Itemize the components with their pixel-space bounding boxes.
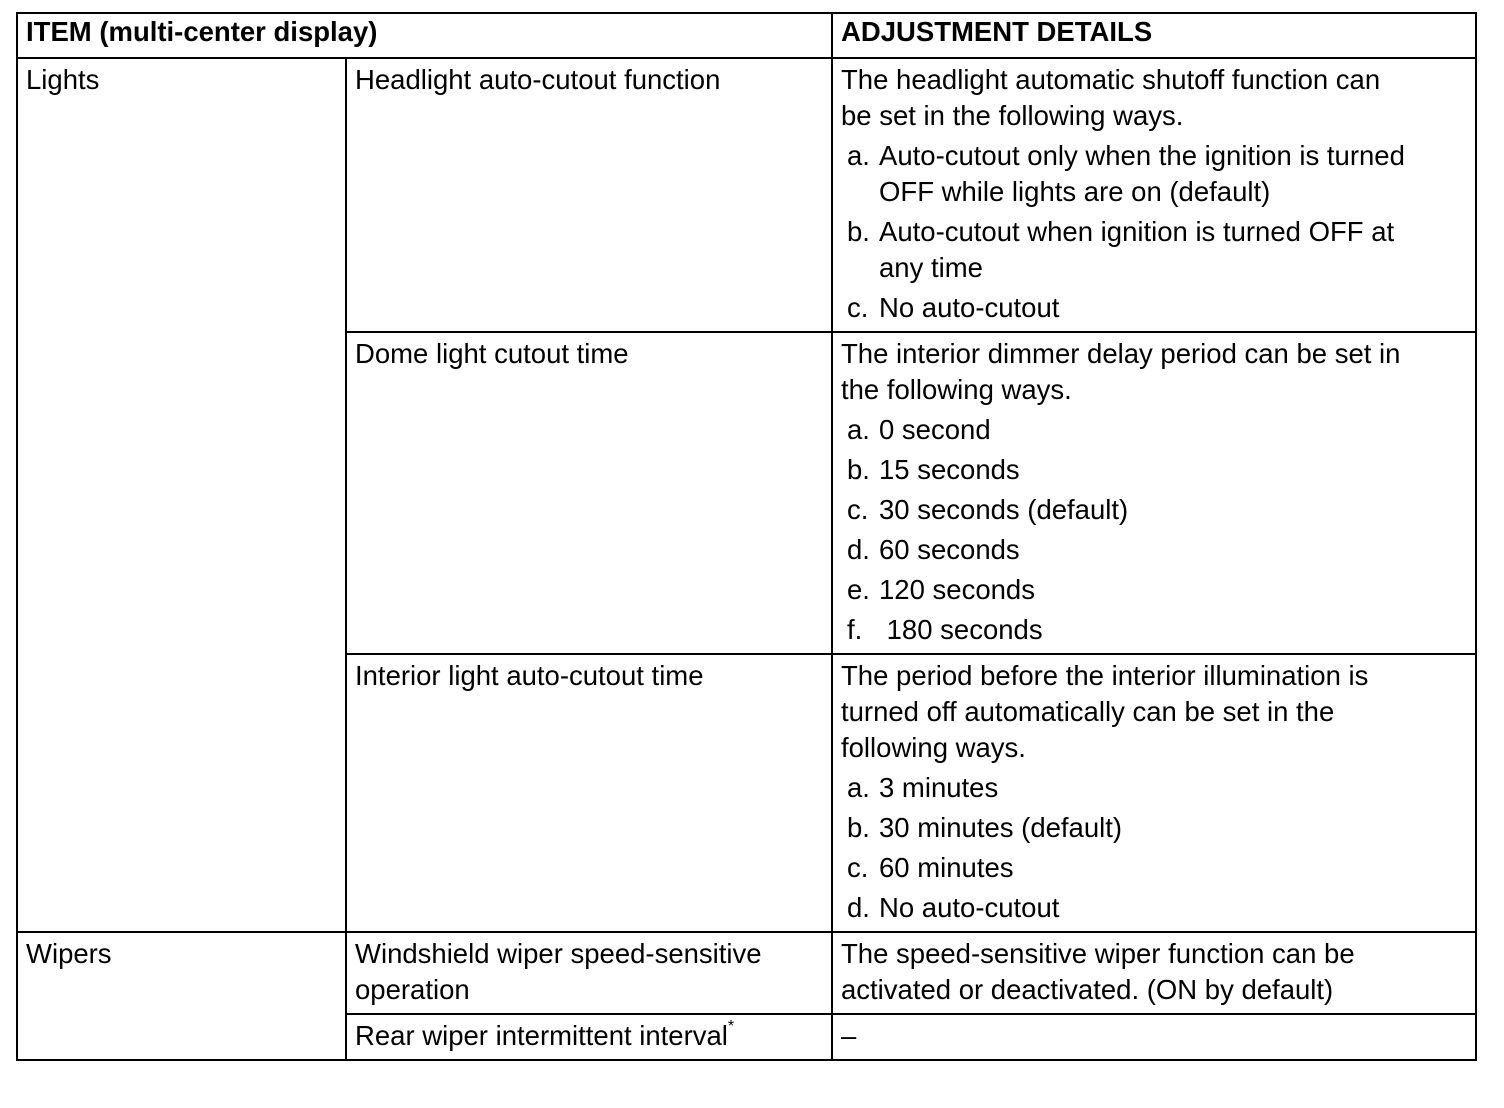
item-text-line [355,336,823,372]
option-item [847,890,1467,926]
option-item [847,492,1467,528]
item-text-line [355,972,823,1008]
option-label: b. [847,812,870,843]
option-text-line: Auto-cutout only when the ignition is turned [879,140,1405,171]
option-text [879,412,991,448]
option-text [879,810,1122,846]
details-text-line: be set in the following ways. [841,100,1184,131]
details-cell [832,654,1476,932]
option-text-line: 180 seconds [879,614,1043,645]
table-row [17,932,1476,1014]
details-cell [832,332,1476,654]
option-item [847,572,1467,608]
option-text [879,138,1405,210]
option-text [879,532,1020,568]
category-cell [17,58,346,932]
header-item: ITEM (multi-center display) [17,13,832,58]
item-text: Rear wiper intermittent interval [355,1020,728,1051]
details-cell [832,1014,1476,1060]
item-cell [346,1014,832,1060]
option-label: c. [847,292,869,323]
item-text-line [355,1018,823,1054]
table-row [17,58,1476,332]
option-label: b. [847,216,870,247]
item-text: operation [355,974,470,1005]
option-text [879,612,1043,648]
option-list [841,138,1467,326]
details-text-line: the following ways. [841,374,1072,405]
item-text-line [355,936,823,972]
option-label: a. [847,140,870,171]
item-text: Headlight auto-cutout function [355,64,721,95]
option-text-line: 30 seconds (default) [879,494,1129,525]
details-text-line: turned off automatically can be set in the [841,696,1335,727]
category-cell [17,932,346,1060]
option-text-line: OFF while lights are on (default) [879,176,1271,207]
option-label: d. [847,892,870,923]
details-text-line: – [841,1020,857,1051]
option-text [879,214,1394,286]
option-label: e. [847,574,870,605]
category-label: Lights [26,64,100,95]
item-cell [346,654,832,932]
header-row [17,13,1476,58]
option-text-line: 0 second [879,414,991,445]
option-item [847,770,1467,806]
option-item [847,612,1467,648]
details-text-line: The speed-sensitive wiper function can be [841,938,1355,969]
header-details: ADJUSTMENT DETAILS [832,13,1476,58]
item-text-line [355,658,823,694]
option-text-line: 30 minutes (default) [879,812,1123,843]
option-item [847,452,1467,488]
item-cell [346,932,832,1014]
option-item [847,810,1467,846]
option-text [879,492,1128,528]
option-list [841,412,1467,648]
item-text: Windshield wiper speed-sensitive [355,938,762,969]
option-text [879,890,1059,926]
option-text-line: No auto-cutout [879,892,1060,923]
option-item [847,138,1467,210]
details-text-line: The interior dimmer delay period can be set in [841,338,1401,369]
option-text-line: 15 seconds [879,454,1020,485]
item-cell [346,332,832,654]
details-text-line: following ways. [841,732,1026,763]
item-text: Dome light cutout time [355,338,629,369]
option-list [841,770,1467,926]
details-text-line: The period before the interior illumination is [841,660,1369,691]
option-text-line: 120 seconds [879,574,1035,605]
option-text [879,452,1020,488]
category-label: Wipers [26,938,112,969]
details-cell [832,932,1476,1014]
option-label: d. [847,534,870,565]
option-item [847,412,1467,448]
option-text-line: No auto-cutout [879,292,1060,323]
option-text [879,850,1014,886]
option-text-line: 3 minutes [879,772,999,803]
item-text-line [355,62,823,98]
option-item [847,850,1467,886]
settings-table [16,12,1477,1061]
option-label: a. [847,414,870,445]
option-text-line: Auto-cutout when ignition is turned OFF at [879,216,1395,247]
option-item [847,290,1467,326]
option-text [879,770,998,806]
option-label: c. [847,494,869,525]
option-text [879,290,1059,326]
option-label: b. [847,454,870,485]
item-cell [346,58,832,332]
option-label: a. [847,772,870,803]
option-text-line: any time [879,252,983,283]
option-text-line: 60 seconds [879,534,1020,565]
option-label: c. [847,852,869,883]
option-label: f. [847,614,863,645]
option-item [847,214,1467,286]
details-text-line: activated or deactivated. (ON by default) [841,974,1334,1005]
option-text-line: 60 minutes [879,852,1014,883]
option-item [847,532,1467,568]
item-text: Interior light auto-cutout time [355,660,704,691]
details-text-line: The headlight automatic shutoff function can [841,64,1381,95]
details-cell [832,58,1476,332]
footnote-marker: * [727,1018,735,1035]
option-text [879,572,1035,608]
